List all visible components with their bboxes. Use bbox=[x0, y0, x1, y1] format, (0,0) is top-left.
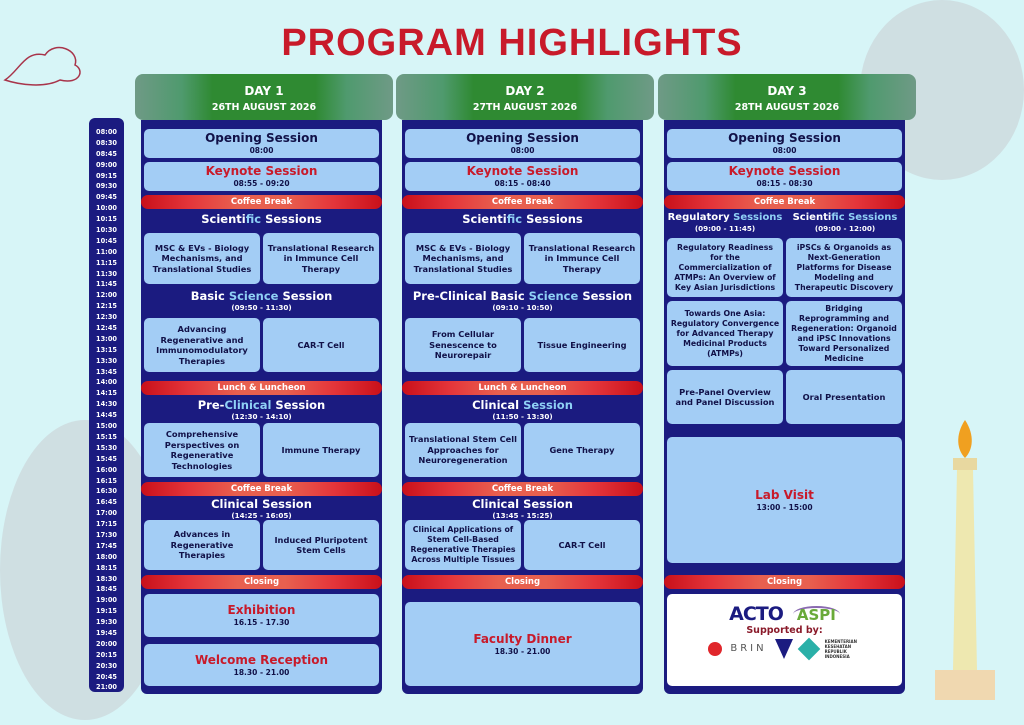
session-title: Welcome Reception bbox=[194, 652, 329, 667]
sponsor-logos bbox=[667, 594, 902, 686]
welcome-reception[interactable] bbox=[144, 644, 379, 686]
session-title: Keynote Session bbox=[466, 164, 579, 178]
session-box[interactable]: Clinical Applications of Stem Cell-Based Regenerative Therapies Across Multiple Tissues bbox=[405, 520, 521, 570]
time-label: 08:00 bbox=[96, 128, 117, 136]
time-label: 10:15 bbox=[96, 215, 117, 224]
session-title: Lab Visit bbox=[755, 487, 814, 502]
day-date: 26TH AUGUST 2026 bbox=[211, 102, 317, 113]
time-label: 08:30 bbox=[96, 138, 117, 147]
session-box[interactable]: Oral Presentation bbox=[786, 370, 902, 424]
session-box[interactable]: Regulatory Readiness for the Commercialization of ATMPs: An Overview of Key Asian Jurisdictions bbox=[667, 238, 783, 297]
day3-tab[interactable] bbox=[658, 74, 916, 120]
time-label: 12:15 bbox=[96, 302, 117, 311]
session-title: Opening Session bbox=[466, 131, 579, 145]
time-label: 16:30 bbox=[96, 487, 117, 496]
time-label: 18:30 bbox=[96, 574, 117, 583]
monas-monument-icon bbox=[935, 420, 995, 720]
basic-science-header: Pre-Clinical Basic Science Session (09:10 - 10:50) bbox=[412, 289, 633, 312]
time-label: 17:15 bbox=[96, 520, 117, 529]
exhibition[interactable] bbox=[144, 594, 379, 637]
clinical-header: Clinical Session (14:25 - 16:05) bbox=[211, 497, 312, 520]
day-label: DAY 1 bbox=[244, 84, 284, 98]
time-label: 19:45 bbox=[96, 628, 117, 637]
regulatory-sessions-header: Regulatory Sessions (09:00 - 11:45) bbox=[667, 212, 783, 233]
time-label: 15:30 bbox=[96, 443, 117, 452]
time-label: 16:15 bbox=[96, 476, 117, 485]
time-label: 13:15 bbox=[96, 345, 117, 354]
session-title: Opening Session bbox=[205, 131, 318, 145]
session-time: 08:15 - 08:30 bbox=[756, 179, 813, 188]
acto-logo: ACTO bbox=[729, 603, 783, 625]
session-box[interactable]: Comprehensive Perspectives on Regenerative Technologies bbox=[144, 423, 260, 477]
brin-logo-icon bbox=[708, 642, 722, 656]
session-box[interactable]: Advancing Regenerative and Immunomodulatory Therapies bbox=[144, 318, 260, 372]
session-box[interactable]: Induced Pluripotent Stem Cells bbox=[263, 520, 379, 570]
time-label: 13:30 bbox=[96, 356, 117, 365]
day-label: DAY 2 bbox=[505, 84, 545, 98]
session-box[interactable]: Bridging Reprogramming and Regeneration: Organoid and iPSC Innovations Toward Personalized Medicine bbox=[786, 301, 902, 366]
day-date: 27TH AUGUST 2026 bbox=[472, 102, 578, 113]
session-box[interactable]: Gene Therapy bbox=[524, 423, 640, 477]
time-label: 16:45 bbox=[96, 498, 117, 507]
clinical-header: Clinical Session (11:50 - 13:30) bbox=[472, 398, 573, 421]
time-label: 14:30 bbox=[96, 400, 117, 409]
scientific-sessions-header: Scientific Sessions bbox=[462, 212, 583, 226]
time-label: 12:30 bbox=[96, 313, 117, 322]
kemenkes-logo: KEMENTERIAN KESEHATAN REPUBLIK INDONESIA bbox=[824, 639, 857, 659]
time-label: 19:00 bbox=[96, 596, 117, 605]
time-label: 18:45 bbox=[96, 585, 117, 594]
coffee-break: Coffee Break bbox=[664, 195, 905, 209]
time-label: 16:00 bbox=[96, 465, 117, 474]
session-time: 08:00 bbox=[772, 146, 797, 155]
time-label: 09:45 bbox=[96, 193, 117, 202]
keynote-session[interactable] bbox=[405, 162, 640, 191]
time-label: 09:30 bbox=[96, 182, 117, 191]
session-title: Opening Session bbox=[728, 131, 841, 145]
time-label: 20:45 bbox=[96, 672, 117, 681]
time-label: 17:30 bbox=[96, 530, 117, 539]
time-label: 15:00 bbox=[96, 422, 117, 431]
aspi-logo: ASPI bbox=[793, 606, 840, 623]
time-label: 15:15 bbox=[96, 432, 117, 441]
time-label: 15:45 bbox=[96, 454, 117, 463]
pre-clinical-header: Pre-Clinical Session (12:30 - 14:10) bbox=[197, 398, 326, 421]
time-label: 14:45 bbox=[96, 411, 117, 420]
clinical-header: Clinical Session (13:45 - 15:25) bbox=[472, 497, 573, 520]
session-box[interactable]: Advances in Regenerative Therapies bbox=[144, 520, 260, 570]
time-label: 11:00 bbox=[96, 247, 117, 256]
session-box[interactable]: Towards One Asia: Regulatory Convergence for Advanced Therapy Medicinal Products (ATMPs) bbox=[667, 301, 783, 366]
lunch-break: Lunch & Luncheon bbox=[141, 381, 382, 395]
day2-schedule bbox=[402, 120, 643, 694]
faculty-dinner[interactable] bbox=[405, 602, 640, 686]
session-title: Faculty Dinner bbox=[473, 631, 572, 646]
brin-logo: BRIN bbox=[730, 642, 767, 654]
basic-science-header: Basic Science Session (09:50 - 11:30) bbox=[190, 289, 333, 312]
time-label: 12:45 bbox=[96, 324, 117, 333]
time-label: 08:45 bbox=[96, 149, 117, 158]
kemenkes-logo-icon bbox=[797, 638, 820, 661]
session-box[interactable]: iPSCs & Organoids as Next-Generation Platforms for Disease Modeling and Therapeutic Discovery bbox=[786, 238, 902, 297]
scientific-sessions-header: Scientific Sessions bbox=[201, 212, 322, 226]
time-label: 12:00 bbox=[96, 291, 117, 300]
session-time: 08:00 bbox=[510, 146, 535, 155]
lunch-break: Lunch & Luncheon bbox=[402, 381, 643, 395]
supported-by-label: Supported by: bbox=[746, 624, 823, 636]
closing: Closing bbox=[141, 575, 382, 589]
opening-session[interactable] bbox=[144, 129, 379, 158]
time-label: 17:00 bbox=[96, 509, 117, 518]
closing: Closing bbox=[402, 575, 643, 589]
time-label: 11:15 bbox=[96, 258, 117, 267]
session-time: 08:00 bbox=[249, 146, 274, 155]
session-box[interactable]: From Cellular Senescence to Neurorepair bbox=[405, 318, 521, 372]
page-title: PROGRAM HIGHLIGHTS bbox=[281, 22, 743, 64]
time-label: 10:00 bbox=[96, 204, 117, 213]
session-title: Keynote Session bbox=[728, 164, 841, 178]
session-time: 13:00 - 15:00 bbox=[756, 502, 813, 512]
time-label: 14:15 bbox=[96, 389, 117, 398]
session-box[interactable]: Pre-Panel Overview and Panel Discussion bbox=[667, 370, 783, 424]
coffee-break: Coffee Break bbox=[141, 482, 382, 496]
time-label: 20:15 bbox=[96, 650, 117, 659]
day3-schedule bbox=[664, 120, 905, 694]
time-label: 17:45 bbox=[96, 541, 117, 550]
session-time: 08:15 - 08:40 bbox=[494, 179, 551, 188]
time-label: 13:45 bbox=[96, 367, 117, 376]
session-time: 16.15 - 17.30 bbox=[233, 618, 290, 627]
session-box[interactable]: MSC & EVs - Biology Mechanisms, and Translational Studies bbox=[405, 233, 521, 284]
day-label: DAY 3 bbox=[767, 84, 807, 98]
time-column bbox=[89, 118, 124, 692]
session-time: 08:55 - 09:20 bbox=[233, 179, 290, 188]
time-label: 09:00 bbox=[96, 160, 117, 169]
time-label: 11:30 bbox=[96, 269, 117, 278]
opening-session[interactable] bbox=[405, 129, 640, 158]
time-label: 18:15 bbox=[96, 563, 117, 572]
session-box[interactable]: MSC & EVs - Biology Mechanisms, and Translational Studies bbox=[144, 233, 260, 284]
time-label: 11:45 bbox=[96, 280, 117, 289]
time-label: 09:15 bbox=[96, 171, 117, 180]
time-label: 14:00 bbox=[96, 378, 117, 387]
scientific-sessions-header: Scientific Sessions (09:00 - 12:00) bbox=[792, 212, 898, 233]
session-box[interactable]: Translational Stem Cell Approaches for Neuroregeneration bbox=[405, 423, 521, 477]
session-title: Keynote Session bbox=[205, 164, 318, 178]
coffee-break: Coffee Break bbox=[402, 482, 643, 496]
session-box[interactable]: CAR-T Cell bbox=[263, 318, 379, 372]
session-box[interactable]: CAR-T Cell bbox=[524, 520, 640, 570]
coffee-break: Coffee Break bbox=[402, 195, 643, 209]
time-label: 10:30 bbox=[96, 226, 117, 235]
lab-visit[interactable] bbox=[667, 437, 902, 563]
session-box[interactable]: Translational Research in Immunce Cell Therapy bbox=[263, 233, 379, 284]
session-time: 18.30 - 21.00 bbox=[494, 646, 551, 656]
session-box[interactable]: Immune Therapy bbox=[263, 423, 379, 477]
time-label: 19:15 bbox=[96, 607, 117, 616]
opening-session[interactable] bbox=[667, 129, 902, 158]
day-date: 28TH AUGUST 2026 bbox=[734, 102, 840, 113]
day1-tab[interactable] bbox=[135, 74, 393, 120]
keynote-session[interactable] bbox=[144, 162, 379, 191]
closing: Closing bbox=[664, 575, 905, 589]
coffee-break: Coffee Break bbox=[141, 195, 382, 209]
session-title: Exhibition bbox=[227, 603, 296, 617]
session-box[interactable]: Tissue Engineering bbox=[524, 318, 640, 372]
time-label: 18:00 bbox=[96, 552, 117, 561]
bpom-logo-icon bbox=[775, 639, 793, 659]
time-label: 20:00 bbox=[96, 639, 117, 648]
day2-tab[interactable] bbox=[396, 74, 654, 120]
time-label: 13:00 bbox=[96, 334, 117, 343]
time-label: 21:00 bbox=[96, 683, 117, 692]
session-box[interactable]: Translational Research in Immunce Cell Therapy bbox=[524, 233, 640, 284]
day1-schedule bbox=[141, 120, 382, 694]
time-label: 19:30 bbox=[96, 618, 117, 627]
session-time: 18.30 - 21.00 bbox=[233, 667, 290, 677]
time-label: 20:30 bbox=[96, 661, 117, 670]
time-label: 10:45 bbox=[96, 236, 117, 245]
keynote-session[interactable] bbox=[667, 162, 902, 191]
